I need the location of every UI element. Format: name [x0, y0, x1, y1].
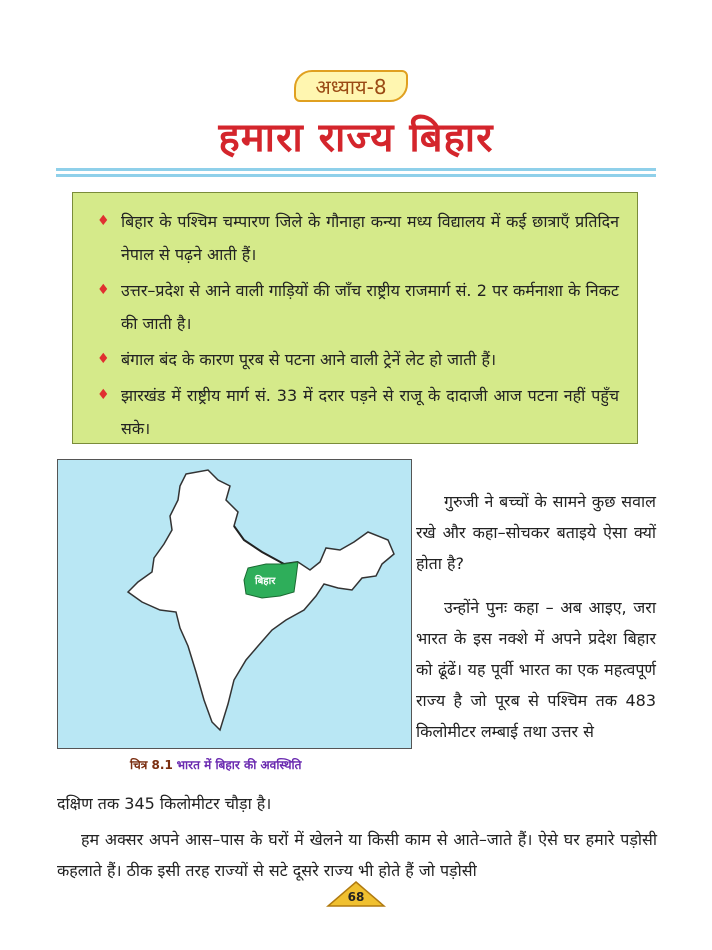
india-map-illustration [58, 460, 412, 749]
map-caption [130, 756, 301, 773]
paragraph-bihar-location-continued: दक्षिण तक 345 किलोमीटर चौड़ा है। [57, 794, 272, 813]
diamond-bullet-icon: ♦ [97, 282, 110, 298]
callout-bullet-text: उत्तर–प्रदेश से आने वाली गाड़ियों की जाँच राष्ट्रीय राजमार्ग सं. 2 पर कर्मनाशा के निकट की जाती है। [121, 281, 619, 333]
india-map-figure [57, 459, 412, 749]
questions-callout-box [72, 192, 638, 444]
title-underline-second [56, 174, 656, 177]
paragraph-questions: गुरुजी ने बच्चों के सामने कुछ सवाल रखे और कहा–सोचकर बताइये ऐसा क्यों होता है? [416, 492, 656, 573]
callout-bullet-text: झारखंड में राष्ट्रीय मार्ग सं. 33 में दरार पड़ने से राजू के दादाजी आज पटना नहीं पहुँच सके। [121, 386, 619, 438]
callout-bullet [97, 379, 619, 445]
bihar-label: बिहार [255, 576, 276, 587]
paragraph-bihar-location: उन्होंने पुनः कहा – अब आइए, जरा भारत के इस नक्शे में अपने प्रदेश बिहार को ढूंढें। यह पूर्वी भारत का एक महत्वपूर्ण राज्य है जो पूरब से पश्चिम तक 483 किलोमीटर लम्बाई तथा उत्तर से [416, 598, 656, 741]
diamond-bullet-icon: ♦ [97, 387, 110, 403]
chapter-title: हमारा राज्य बिहार [218, 115, 494, 161]
title-underline [56, 168, 656, 171]
paragraph-neighbours: हम अक्सर अपने आस–पास के घरों में खेलने या किसी काम से आते–जाते हैं। ऐसे घर हमारे पड़ोसी कहलाते हैं। ठीक इसी तरह राज्यों से सटे दूसरे राज्य भी होते हैं जो पड़ोसी [57, 830, 657, 880]
diamond-bullet-icon: ♦ [97, 213, 110, 229]
page-number-badge [326, 880, 386, 908]
figure-number: चित्र 8.1 [130, 758, 173, 772]
callout-bullet [97, 274, 619, 340]
callout-bullet-text: बिहार के पश्चिम चम्पारण जिले के गौनाहा कन्या मध्य विद्यालय में कई छात्राएँ प्रतिदिन नेपाल से पढ़ने आती हैं। [121, 212, 619, 264]
callout-bullet [97, 205, 619, 271]
chapter-number-badge: अध्याय-8 [294, 70, 408, 102]
diamond-bullet-icon: ♦ [97, 351, 110, 367]
callout-bullet-text: बंगाल बंद के कारण पूरब से पटना आने वाली ट्रेनें लेट हो जाती हैं। [121, 350, 497, 369]
page-number: 68 [347, 890, 365, 904]
callout-bullet [97, 343, 619, 376]
figure-caption-text: भारत में बिहार की अवस्थिति [176, 758, 302, 772]
india-outline [128, 470, 394, 730]
